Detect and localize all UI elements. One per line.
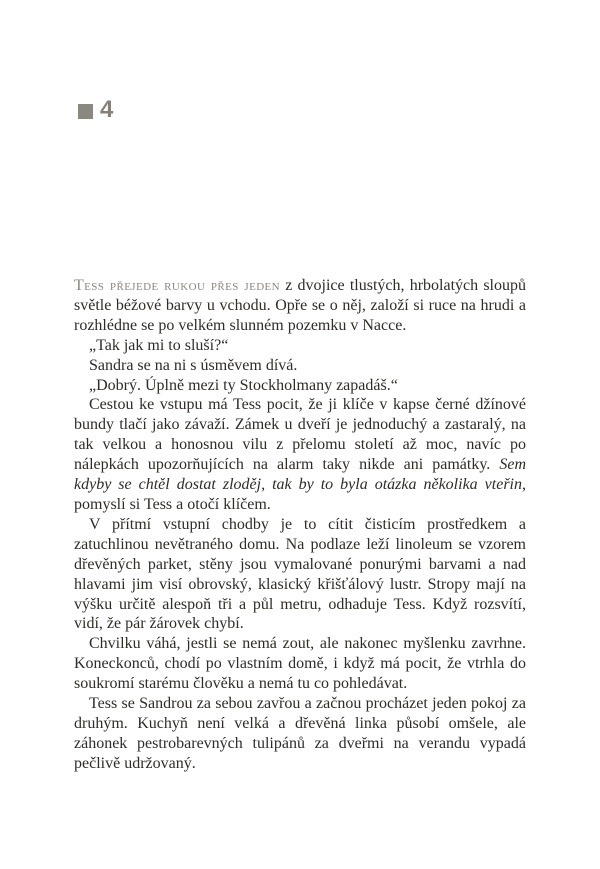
paragraph [74, 694, 526, 774]
chapter-square-icon [78, 104, 93, 119]
text-segment-normal: V přítmí vstupní chodby je to cítit čisticím prostředkem a zatuchlinou nevětraného domu. Na podlaze leží linoleum se vzorem dřevěných parket, stěny jsou vymalované ponurými barvami a nad hlavami jim visí obrovský, klasický křišťálový lustr. Stropy mají na výšku určitě alespoň tři a půl metru, odhaduje Tess. Když rozsvítí, vidí, že pár žárovek chybí. [74, 515, 526, 633]
page-text [74, 276, 526, 774]
paragraph [74, 634, 526, 694]
text-segment-normal: Sandra se na ni s úsměvem dívá. [89, 356, 298, 374]
text-segment-italic: Sem kdyby se chtěl dostat zloděj, tak by to byla otázka několika vteřin, [74, 456, 526, 494]
text-segment-smallcaps: Tess přejede rukou přes jeden [74, 277, 281, 294]
text-segment-normal: Cestou ke vstupu má Tess pocit, že ji klíče v kapse černé džínové bundy tlačí jako závaží. Zámek u dveří je jednoduchý a zastaralý, na tak velkou a honosnou vilu z přelomu století až moc, navíc po nálepkách upozorňujících na alarm taky nikde ani památky. [74, 396, 526, 474]
paragraph [74, 395, 526, 514]
text-segment-normal: „Tak jak mi to sluší?“ [89, 336, 229, 354]
paragraph [74, 376, 526, 396]
text-segment-normal: pomyslí si Tess a otočí klíčem. [74, 495, 271, 513]
paragraph [74, 515, 526, 634]
chapter-marker [78, 98, 113, 122]
text-segment-normal: z dvojice tlustých, hrbolatých sloupů světle béžové barvy u vchodu. Opře se o něj, založí si ruce na hrudi a rozhlédne se po velkém slunném pozemku v Nacce. [74, 277, 527, 334]
text-segment-normal: Tess se Sandrou za sebou zavřou a začnou procházet jeden pokoj za druhým. Kuchyň není velká a dřevěná linka působí omšele, ale záhonek pestrobarevných tulipánů za dveřmi na verandu vypadá pečlivě udržovaný. [74, 695, 526, 772]
paragraph [74, 276, 526, 336]
chapter-number: 4 [100, 96, 114, 123]
text-segment-normal: „Dobrý. Úplně mezi ty Stockholmany zapadáš.“ [89, 376, 398, 394]
paragraph [74, 336, 526, 356]
paragraph [74, 356, 526, 376]
text-segment-normal: Chvilku váhá, jestli se nemá zout, ale nakonec myšlenku zavrhne. Koneckonců, chodí po vlastním domě, i když má pocit, že vtrhla do soukromí starému člověku a nemá tu co pohledávat. [74, 635, 526, 693]
